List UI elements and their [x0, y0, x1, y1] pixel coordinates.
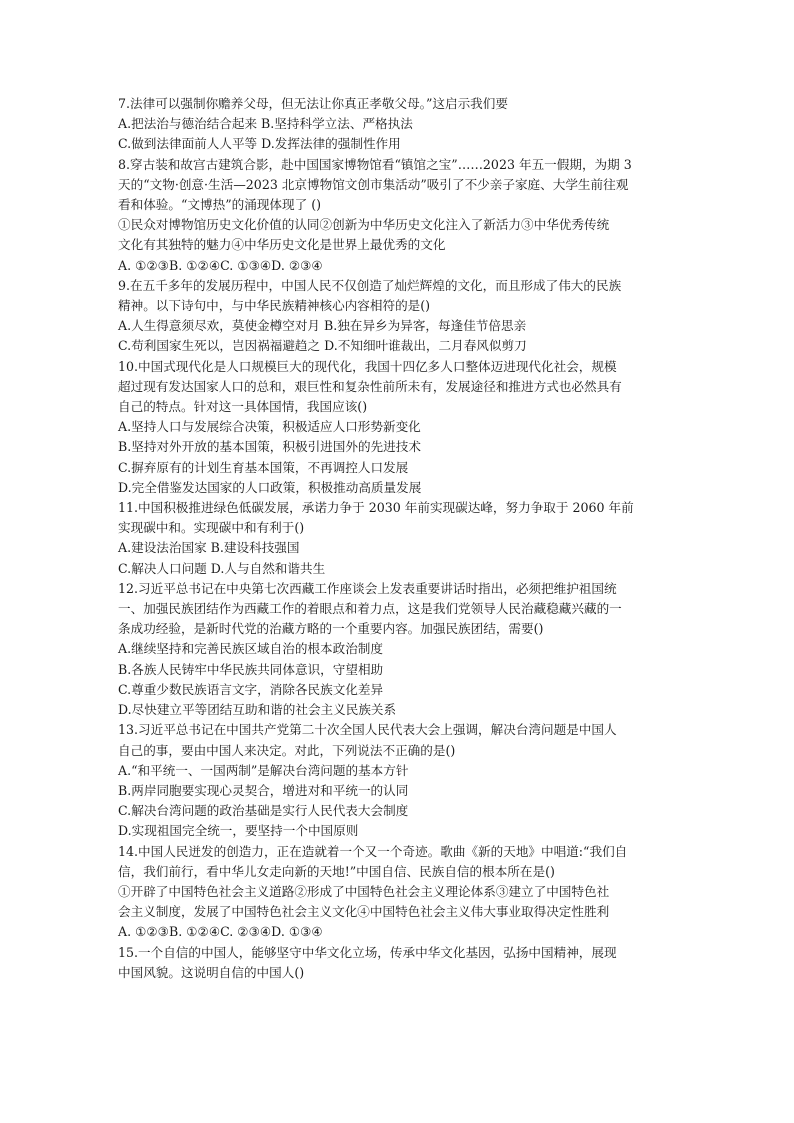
text-line: 14.中国人民迸发的创造力，正在造就着一个又一个奇迹。歌曲《新的天地》中唱道:“我们自 [118, 843, 628, 859]
text-line: A. ①②③B. ①②④C. ②③④D. ①③④ [118, 924, 323, 940]
text-line: 9.在五千多年的发展历程中，中国人民不仅创造了灿烂辉煌的文化，而且形成了伟大的民族 [118, 277, 622, 293]
text-line: 条成功经验，是新时代党的治藏方略的一个重要内容。加强民族团结，需要() [118, 621, 544, 637]
text-line: D.尽快建立平等团结互助和谐的社会主义民族关系 [118, 702, 397, 718]
text-line: ①开辟了中国特色社会主义道路②形成了中国特色社会主义理论体系③建立了中国特色社 [118, 883, 610, 899]
text-line: 超过现有发达国家人口的总和，艰巨性和复杂性前所未有，发展途径和推进方式也必然具有 [118, 378, 622, 394]
text-line: 中国风貌。这说明自信的中国人() [118, 964, 305, 980]
text-line: 8.穿古装和故宫古建筑合影，赴中国国家博物馆看“镇馆之宝”……2023 年五一假期，为期 3 [118, 156, 632, 172]
text-line: 实现碳中和。实现碳中和有利于() [118, 520, 305, 536]
text-line: C.尊重少数民族语言文字，消除各民族文化差异 [118, 681, 384, 697]
text-line: A.“和平统一、一国两制”是解决台湾问题的基本方针 [118, 762, 409, 778]
text-line: 15.一个自信的中国人，能够坚守中华文化立场，传承中华文化基因，弘扬中国精神，展现 [118, 944, 617, 960]
text-line: 自己的特点。针对这一具体国情，我国应该() [118, 399, 368, 415]
document-page [118, 94, 680, 983]
text-line: B.坚持对外开放的基本国策，积极引进国外的先进技术 [118, 439, 421, 455]
text-line: B.各族人民铸牢中华民族共同体意识，守望相助 [118, 661, 384, 677]
text-line: C.做到法律面前人人平等 D.发挥法律的强制性作用 [118, 136, 401, 152]
text-line: 13.习近平总书记在中国共产党第二十次全国人民代表大会上强调，解决台湾问题是中国人 [118, 722, 617, 738]
text-line: 一、加强民族团结作为西藏工作的着眼点和着力点，这是我们党领导人民治藏稳藏兴藏的一 [118, 601, 622, 617]
text-line: ①民众对博物馆历史文化价值的认同②创新为中华历史文化注入了新活力③中华优秀传统 [118, 217, 610, 233]
text-line: 11.中国积极推进绿色低碳发展，承诺力争于 2030 年前实现碳达峰，努力争取于 2060 年前 [118, 500, 634, 516]
text-line: D.完全借鉴发达国家的人口政策，积极推动高质量发展 [118, 479, 422, 495]
text-line: 10.中国式现代化是人口规模巨大的现代化，我国十四亿多人口整体迈进现代化社会，规模 [118, 358, 617, 374]
text-line: C.解决台湾问题的政治基础是实行人民代表大会制度 [118, 803, 409, 819]
text-line: 精神。以下诗句中，与中华民族精神核心内容相符的是() [118, 298, 431, 314]
text-line: A. ①②③B. ①②④C. ①③④D. ②③④ [118, 257, 323, 273]
text-line: B.两岸同胞要实现心灵契合，增进对和平统一的认同 [118, 782, 409, 798]
text-line: 会主义制度，发展了中国特色社会主义文化④中国特色社会主义伟大事业取得决定性胜利 [118, 904, 610, 920]
text-line: A.坚持人口与发展综合决策，积极适应人口形势新变化 [118, 419, 421, 435]
text-line: A.人生得意须尽欢，莫使金樽空对月 B.独在异乡为异客，每逢佳节倍思亲 [118, 318, 527, 334]
text-line: 看和体验。“文博热”的涌现体现了 () [118, 197, 322, 213]
text-line: C.摒弃原有的计划生育基本国策，不再调控人口发展 [118, 459, 409, 475]
text-line: 12.习近平总书记在中央第七次西藏工作座谈会上发表重要讲话时指出，必须把维护祖国统 [118, 580, 617, 596]
text-line: 天的“文物·创意·生活—2023 北京博物馆文创市集活动”吸引了不少亲子家庭、大学生前往观 [118, 176, 629, 192]
text-line: 自己的事，要由中国人来决定。对此，下列说法不正确的是() [118, 742, 456, 758]
text-line: D.实现祖国完全统一，要坚持一个中国原则 [118, 823, 359, 839]
text-line: 7.法律可以强制你赡养父母，但无法让你真正孝敬父母。”这启示我们要 [118, 96, 508, 111]
text-line: A.把法治与德治结合起来 B.坚持科学立法、严格执法 [118, 116, 413, 132]
text-line: A.继续坚持和完善民族区域自治的根本政治制度 [118, 641, 383, 657]
text-line: C.解决人口问题 D.人与自然和谐共生 [118, 560, 326, 576]
text-line: 信，我们前行，看中华儿女走向新的天地!”中国自信、民族自信的根本所在是() [118, 863, 555, 879]
text-line: A.建设法治国家 B.建设科技强国 [118, 540, 300, 556]
text-line: C.苟利国家生死以，岂因祸福避趋之 D.不知细叶谁裁出，二月春风似剪刀 [118, 338, 527, 354]
text-line: 文化有其独特的魅力④中华历史文化是世界上最优秀的文化 [118, 237, 446, 253]
